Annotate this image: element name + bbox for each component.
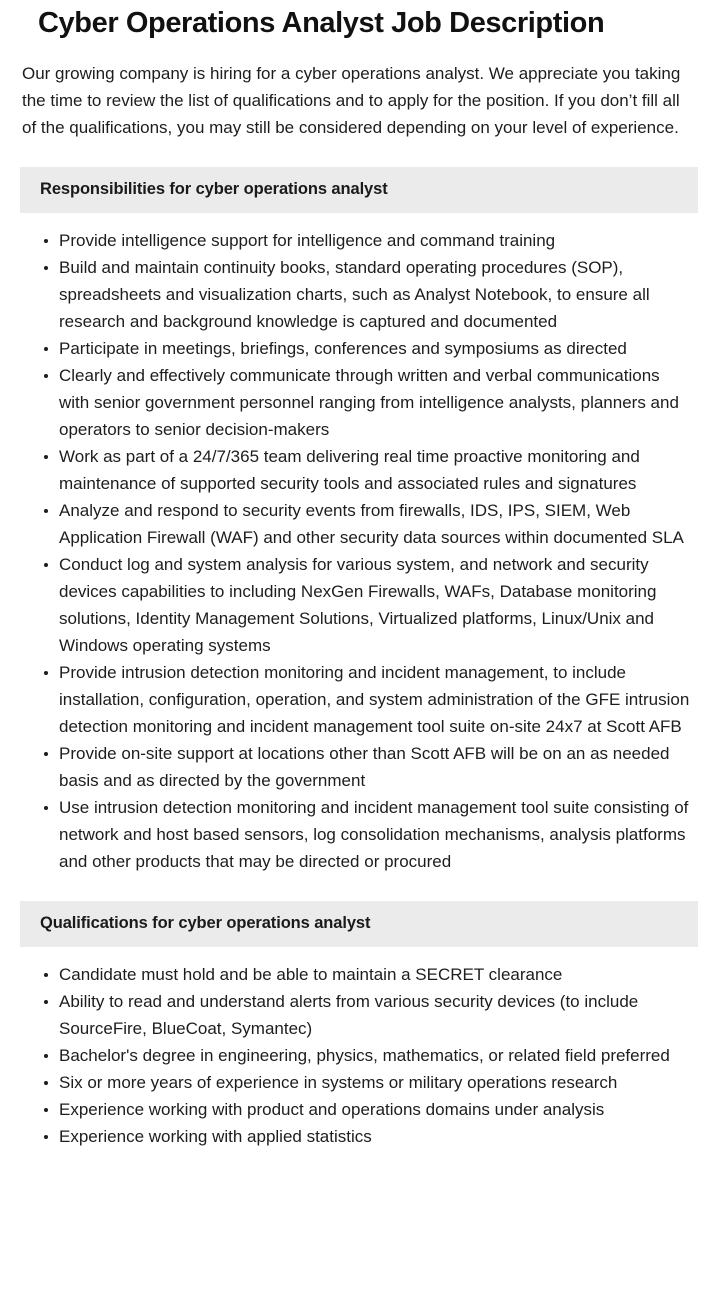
list-item: Use intrusion detection monitoring and incident management tool suite consisting of network and host based sensors, log consolidation mechanisms, analysis platforms and other products that may be directed or procured — [44, 794, 694, 875]
list-item: Participate in meetings, briefings, conferences and symposiums as directed — [44, 335, 694, 362]
section-header-qualifications — [20, 901, 698, 947]
list-item: Bachelor's degree in engineering, physics, mathematics, or related field preferred — [44, 1042, 694, 1069]
section-qualifications — [0, 901, 720, 1150]
section-heading-label: Responsibilities for cyber operations analyst — [40, 180, 388, 199]
list-item: Conduct log and system analysis for various system, and network and security devices capabilities to including NexGen Firewalls, WAFs, Database monitoring solutions, Identity Management Solutions, Virtualized platforms, Linux/Unix and Windows operating systems — [44, 551, 694, 659]
page-title: Cyber Operations Analyst Job Description — [38, 7, 605, 39]
list-item: Provide intelligence support for intelligence and command training — [44, 227, 694, 254]
section-heading-label: Qualifications for cyber operations analyst — [40, 914, 371, 933]
list-item: Build and maintain continuity books, standard operating procedures (SOP), spreadsheets and visualization charts, such as Analyst Notebook, to ensure all research and background knowledge is captured and documented — [44, 254, 694, 335]
intro-paragraph: Our growing company is hiring for a cyber operations analyst. We appreciate you taking the time to review the list of qualifications and to apply for the position. If you don’t fill all of the qualifications, you may still be considered depending on your level of experience. — [22, 63, 681, 137]
list-item: Experience working with applied statistics — [44, 1123, 694, 1150]
list-item: Clearly and effectively communicate through written and verbal communications with senior government personnel ranging from intelligence analysts, planners and operators to senior decision-makers — [44, 362, 694, 443]
list-item: Experience working with product and operations domains under analysis — [44, 1096, 694, 1123]
section-header-responsibilities — [20, 167, 698, 213]
list-item: Provide intrusion detection monitoring and incident management, to include installation, configuration, operation, and system administration of the GFE intrusion detection monitoring and incident management tool suite on-site 24x7 at Scott AFB — [44, 659, 694, 740]
section-responsibilities — [0, 167, 720, 875]
list-item: Provide on-site support at locations other than Scott AFB will be on an as needed basis and as directed by the government — [44, 740, 694, 794]
list-item: Six or more years of experience in systems or military operations research — [44, 1069, 694, 1096]
list-item: Candidate must hold and be able to maintain a SECRET clearance — [44, 961, 694, 988]
responsibilities-list — [0, 213, 720, 875]
list-item: Analyze and respond to security events from firewalls, IDS, IPS, SIEM, Web Application Firewall (WAF) and other security data sources within documented SLA — [44, 497, 694, 551]
list-item: Ability to read and understand alerts from various security devices (to include SourceFire, BlueCoat, Symantec) — [44, 988, 694, 1042]
page-bottom-spacer — [0, 1150, 720, 1190]
qualifications-list — [0, 947, 720, 1150]
list-item: Work as part of a 24/7/365 team delivering real time proactive monitoring and maintenance of supported security tools and associated rules and signatures — [44, 443, 694, 497]
